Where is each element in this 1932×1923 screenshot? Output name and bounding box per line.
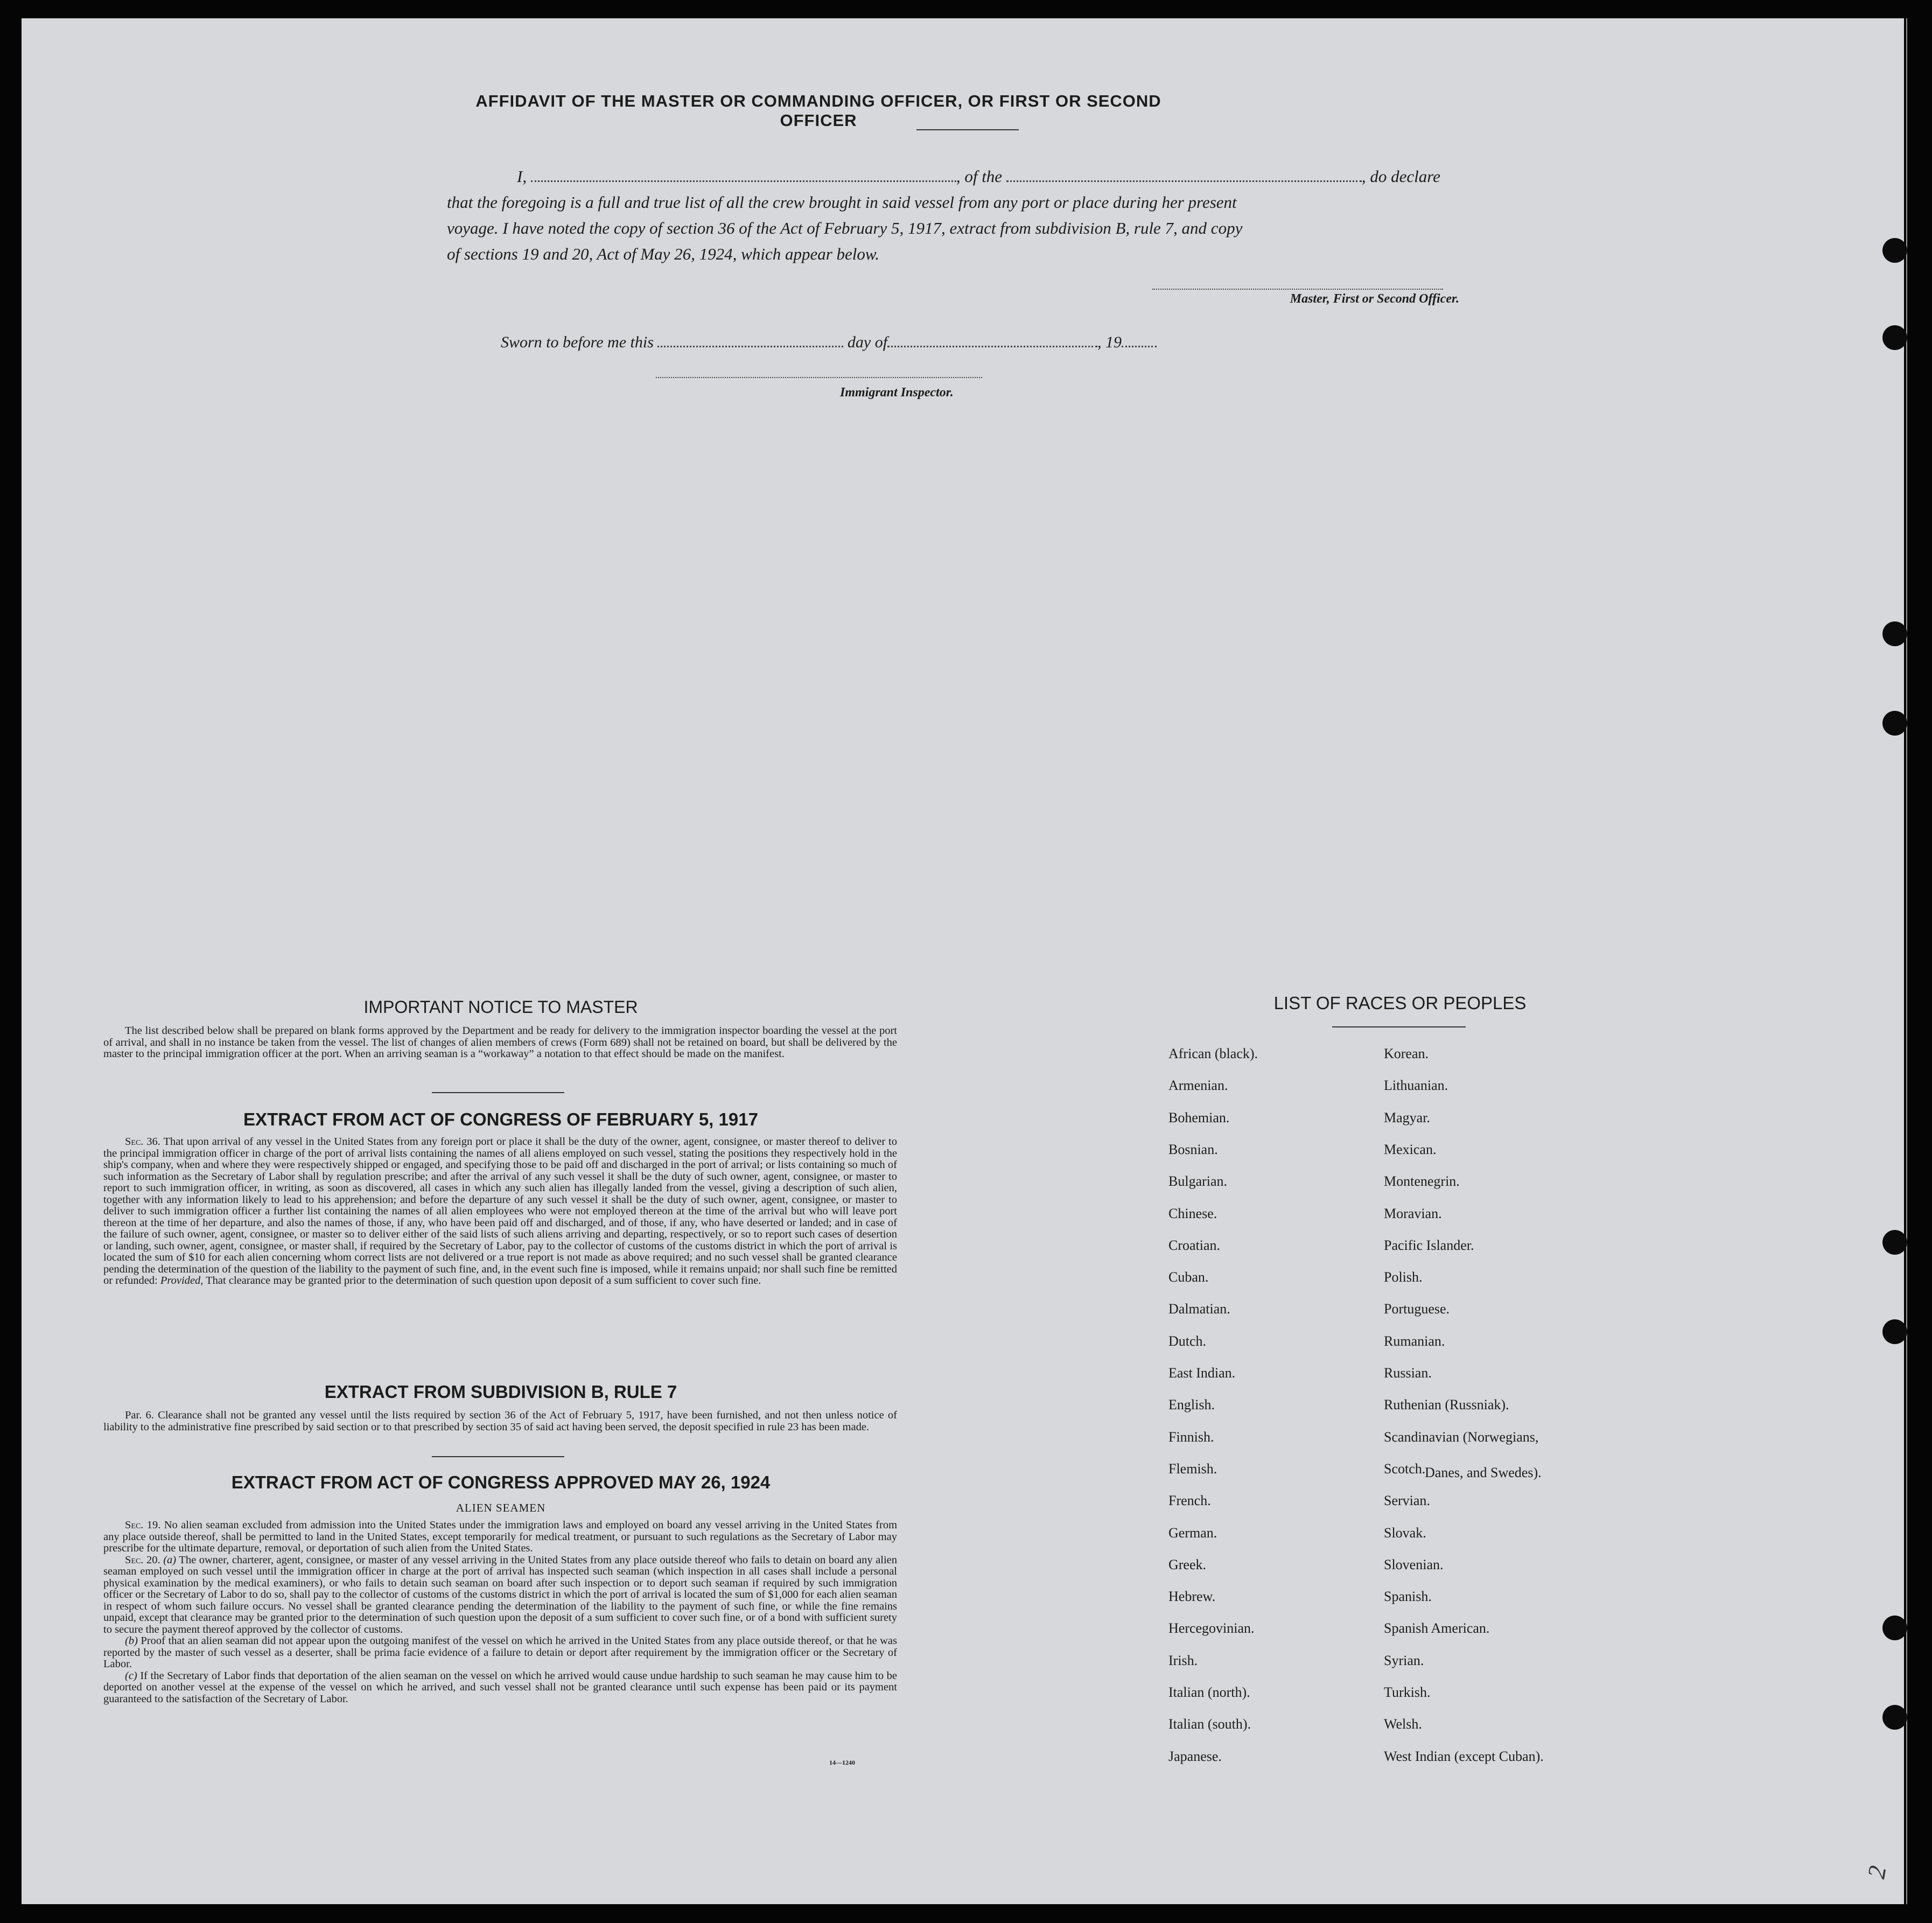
race-item: African (black).: [1168, 1046, 1258, 1061]
race-item: Montenegrin.: [1384, 1173, 1460, 1190]
sec-19-label: Sec. 19.: [125, 1519, 161, 1531]
race-item: Croatian.: [1168, 1237, 1221, 1253]
race-item: Slovak.: [1384, 1525, 1426, 1541]
race-item: Dutch.: [1168, 1333, 1207, 1349]
race-item: Moravian.: [1384, 1205, 1442, 1221]
race-item: Portuguese.: [1384, 1301, 1450, 1317]
race-item: Spanish American.: [1384, 1620, 1490, 1637]
sec-20c-paragraph: [103, 1670, 897, 1705]
punch-hole: [1882, 1616, 1907, 1640]
race-item: Spanish.: [1384, 1589, 1432, 1605]
race-item: Chinese.: [1168, 1205, 1217, 1221]
declaration-i: I,: [517, 167, 527, 186]
punch-hole: [1882, 238, 1907, 263]
race-item: Bohemian.: [1168, 1109, 1230, 1125]
declarant-name-field[interactable]: [531, 169, 956, 182]
race-item: Hebrew.: [1168, 1589, 1216, 1605]
race-item: Italian (south).: [1168, 1716, 1251, 1732]
race-item: Russian.: [1384, 1365, 1432, 1381]
race-item: Irish.: [1168, 1652, 1198, 1668]
race-item: East Indian.: [1168, 1365, 1236, 1381]
race-item: Hercegovinian.: [1168, 1620, 1255, 1637]
race-item: Italian (north).: [1168, 1684, 1250, 1700]
extract-rule7-body: [103, 1410, 897, 1433]
extract-1924-title: EXTRACT FROM ACT OF CONGRESS APPROVED MAY 26, 1924: [231, 1472, 771, 1492]
declaration-of-the: , of the: [956, 167, 1003, 186]
sworn-month-field[interactable]: [887, 334, 1097, 347]
race-item: Scandinavian (Norwegians,: [1384, 1429, 1539, 1445]
race-item: Bulgarian.: [1168, 1173, 1228, 1190]
sec-20a-text: The owner, charterer, agent, consignee, or master of any vessel arriving in the United States from any place outside thereof who fails to detain on board any alien seaman employed on such vessel until the immigration officer in charge at the port of arrival has inspected such seaman (which inspection in all cases shall include a personal physical examination by the medical examiners), or who fails to detain such seaman on board after such inspection or to deport such seaman if required by such immigration officer or the Secretary of Labor to do so, shall pay to the collector of customs of the customs district in which the port of arrival is located the sum of $1,000 for each alien seaman in respect of whom such failure occurs. No vessel shall be granted clearance pending the determination of the liability to the payment of such fine, or while the fine remains unpaid, except that clearance may be granted prior to the determination of such question upon the deposit of a sum sufficient to cover such fine, or of a bond with sufficient surety to secure the payment thereof approved by the collector of customs.: [103, 1554, 897, 1635]
divider: [432, 1092, 564, 1093]
sec-36-label: Sec. 36.: [125, 1136, 160, 1148]
divider: [432, 1456, 564, 1457]
sec-19-paragraph: [103, 1520, 897, 1555]
race-item: Flemish.: [1168, 1460, 1217, 1477]
sec-19-text: No alien seaman excluded from admission into the United States under the immigration laws and employed on board any vessel arriving in the United States from any place outside thereof, shall be permitted to land in the United States, except temporarily for medical treatment, or pursuant to such regulations as the Secretary of Labor may prescribe for the ultimate departure, removal, or deportation of such alien from the United States.: [103, 1519, 898, 1554]
race-item: Rumanian.: [1384, 1333, 1445, 1349]
alien-seamen-subtitle: ALIEN SEAMEN: [456, 1501, 546, 1514]
race-item: Korean.: [1384, 1046, 1429, 1061]
sworn-day-field[interactable]: [657, 334, 843, 347]
race-scandinavian-continuation: Danes, and Swedes).: [1425, 1465, 1542, 1480]
race-item: Turkish.: [1384, 1684, 1431, 1700]
rule7-paragraph: Par. 6. Clearance shall not be granted any vessel until the lists required by section 36 of the Act of February 5, 1917, have been furnished, and not then unless notice of liability to the administrative fine prescribed by said section or to that prescribed by section 35 of said act having been served, the deposit specified in rule 23 has been made.: [103, 1409, 897, 1433]
race-item: Dalmatian.: [1168, 1301, 1230, 1317]
day-of-label: day of: [847, 333, 888, 351]
extract-rule7-title: EXTRACT FROM SUBDIVISION B, RULE 7: [324, 1382, 677, 1402]
declaration-declare: , do declare: [1361, 167, 1440, 186]
race-item: Lithuanian.: [1384, 1078, 1448, 1094]
master-signature-line[interactable]: [1152, 289, 1443, 290]
race-item: Magyar.: [1384, 1109, 1430, 1125]
year-label: , 19: [1097, 333, 1122, 351]
notice-title: IMPORTANT NOTICE TO MASTER: [363, 997, 638, 1017]
race-item: Ruthenian (Russniak).: [1384, 1397, 1509, 1413]
race-item: Syrian.: [1384, 1652, 1424, 1668]
form-number: 14—1240: [829, 1759, 855, 1766]
race-item: English.: [1168, 1397, 1215, 1413]
extract-1917-title: EXTRACT FROM ACT OF CONGRESS OF FEBRUARY 5, 1917: [243, 1109, 758, 1129]
form-sheet: [22, 18, 1904, 1904]
race-item: Finnish.: [1168, 1429, 1214, 1445]
sec-20b-label: (b): [125, 1635, 138, 1647]
sec-20c-text: If the Secretary of Labor finds that deportation of the alien seaman on the vessel on which he arrived would cause undue hardship to such seaman he may cause him to be deported on another vessel at the expense of the vessel on which he arrived, and such vessel shall not be granted clearance until such expense has been paid or its payment guaranteed to the satisfaction of the Secretary of Labor.: [103, 1669, 898, 1705]
sec-36-paragraph: [103, 1136, 897, 1287]
sec-20b-paragraph: [103, 1635, 897, 1670]
declaration-line-2: that the foregoing is a full and true list of all the crew brought in said vessel from any port or place during her present: [447, 193, 1237, 212]
race-item: Pacific Islander.: [1384, 1237, 1474, 1253]
notice-body: [103, 1025, 897, 1060]
punch-hole: [1882, 1230, 1907, 1255]
sheet-edge: [1906, 18, 1907, 1904]
race-item: Scotch.: [1384, 1460, 1426, 1477]
sec-20a-paragraph: [103, 1555, 897, 1636]
punch-hole: [1882, 1705, 1907, 1730]
race-item: West Indian (except Cuban).: [1384, 1748, 1544, 1764]
declaration-line-1: [447, 164, 1524, 190]
declaration: [447, 164, 1524, 267]
sworn-year-field[interactable]: [1122, 334, 1157, 347]
race-item: Japanese.: [1168, 1748, 1222, 1764]
sec-20-label: Sec. 20.: [125, 1554, 160, 1566]
sec-20c-label: (c): [125, 1669, 137, 1682]
inspector-signature-label: Immigrant Inspector.: [840, 386, 954, 400]
divider: [916, 129, 1019, 130]
divider: [1332, 1026, 1466, 1027]
race-item: Slovenian.: [1384, 1556, 1444, 1572]
extract-1917-body: [103, 1136, 897, 1287]
inspector-signature-line[interactable]: [656, 377, 982, 378]
race-item: Servian.: [1384, 1493, 1430, 1509]
race-item: Cuban.: [1168, 1269, 1209, 1285]
sec-36-text-end: That clearance may be granted prior to the determination of such question upon deposit of a sum sufficient to cover such fine.: [206, 1275, 761, 1286]
vessel-name-field[interactable]: [1006, 169, 1362, 182]
notice-paragraph: The list described below shall be prepared on blank forms approved by the Department and be ready for delivery to the immigration inspector boarding the vessel at the port of arrival, and shall in no instance be taken from the vessel. The list of changes of alien members of crews (Form 689) shall not be retained on board, but shall be delivered by the master to the principal immigration officer at the port. When an arriving seaman is a “workaway” a notation to that effect should be made on the manifest.: [103, 1025, 897, 1060]
race-item: German.: [1168, 1525, 1217, 1541]
sec-20b-text: Proof that an alien seaman did not appear upon the outgoing manifest of the vessel on which he arrived in the United States from any place outside thereof, or that he was reported by the master of such vessel as a deserter, shall be prima facie evidence of a failure to detain or deport after requirement by the immigration officer or the Secretary of Labor.: [103, 1635, 897, 1670]
race-item: Greek.: [1168, 1556, 1207, 1572]
race-item: Bosnian.: [1168, 1141, 1218, 1157]
master-signature-label: Master, First or Second Officer.: [1290, 292, 1459, 306]
punch-hole: [1882, 711, 1907, 736]
punch-hole: [1882, 325, 1907, 350]
race-item: Welsh.: [1384, 1716, 1422, 1732]
punch-hole: [1882, 1319, 1907, 1344]
punch-hole: [1882, 621, 1907, 646]
extract-1924-body: [103, 1520, 897, 1705]
race-item: Polish.: [1384, 1269, 1423, 1285]
sec-20a-label: (a): [163, 1554, 177, 1566]
provided-word: Provided,: [160, 1275, 204, 1286]
race-item: Armenian.: [1168, 1078, 1228, 1094]
sworn-label: Sworn to before me this: [501, 333, 654, 351]
affidavit-title: AFFIDAVIT OF THE MASTER OR COMMANDING OFFICER, OR FIRST OR SECOND OFFICER: [475, 92, 1161, 130]
declaration-line-3: voyage. I have noted the copy of section 36 of the Act of February 5, 1917, extract from subdivision B, rule 7, and copy: [447, 219, 1243, 237]
sec-36-text: That upon arrival of any vessel in the United States from any foreign port or place it shall be the duty of the owner, agent, consignee, or master thereof to deliver to the principal immigration officer in charge of the port of arrival lists containing the names of all aliens employed on such vessel, stating the positions they respectively hold in the ship's company, when and where they were respectively shipped or engaged, and specifying those to be paid off and discharged in the port of arrival; or lists containing so much of such information as the Secretary of Labor shall by regulation prescribe; and after the arrival of any such vessel it shall be the duty of such owner, agent, consignee, or master to report to such immigration officer, in writing, as soon as discovered, all cases in which any such alien has illegally landed from the vessel, giving a description of such alien, together with any information likely to lead to his apprehension; and before the departure of any such vessel it shall be the duty of such owner, agent, consignee, or master to deliver to such immigration officer a further list containing the names of all alien employees who were not employed thereon at the time of the arrival but who will leave port thereon at the time of her departure, and also the names of those, if any, who have been paid off and discharged, and of those, if any, who have deserted or landed; and in case of the failure of such owner, agent, consignee, or master so to deliver either of the said lists of such aliens arriving and departing, respectively, or so to report such cases of desertion or landing, such owner, agent, consignee, or master shall, if required by the Secretary of Labor, pay to the collector of customs of the customs district in which the port of arrival is located the sum of $10 for each alien concerning whom correct lists are not delivered or a true report is not made as above required; and no such vessel shall be granted clearance pending the determination of the question of the liability to the payment of such fine, and, in the event such fine is imposed, while it remains unpaid; nor shall such fine be remitted or refunded:: [103, 1136, 897, 1286]
race-item: French.: [1168, 1493, 1211, 1509]
races-title: LIST OF RACES OR PEOPLES: [1273, 993, 1527, 1013]
declaration-line-4: of sections 19 and 20, Act of May 26, 1924, which appear below.: [447, 244, 880, 263]
race-item: Mexican.: [1384, 1141, 1437, 1157]
margin-mark: 2: [1862, 1863, 1892, 1881]
sworn-line: [501, 330, 1308, 355]
